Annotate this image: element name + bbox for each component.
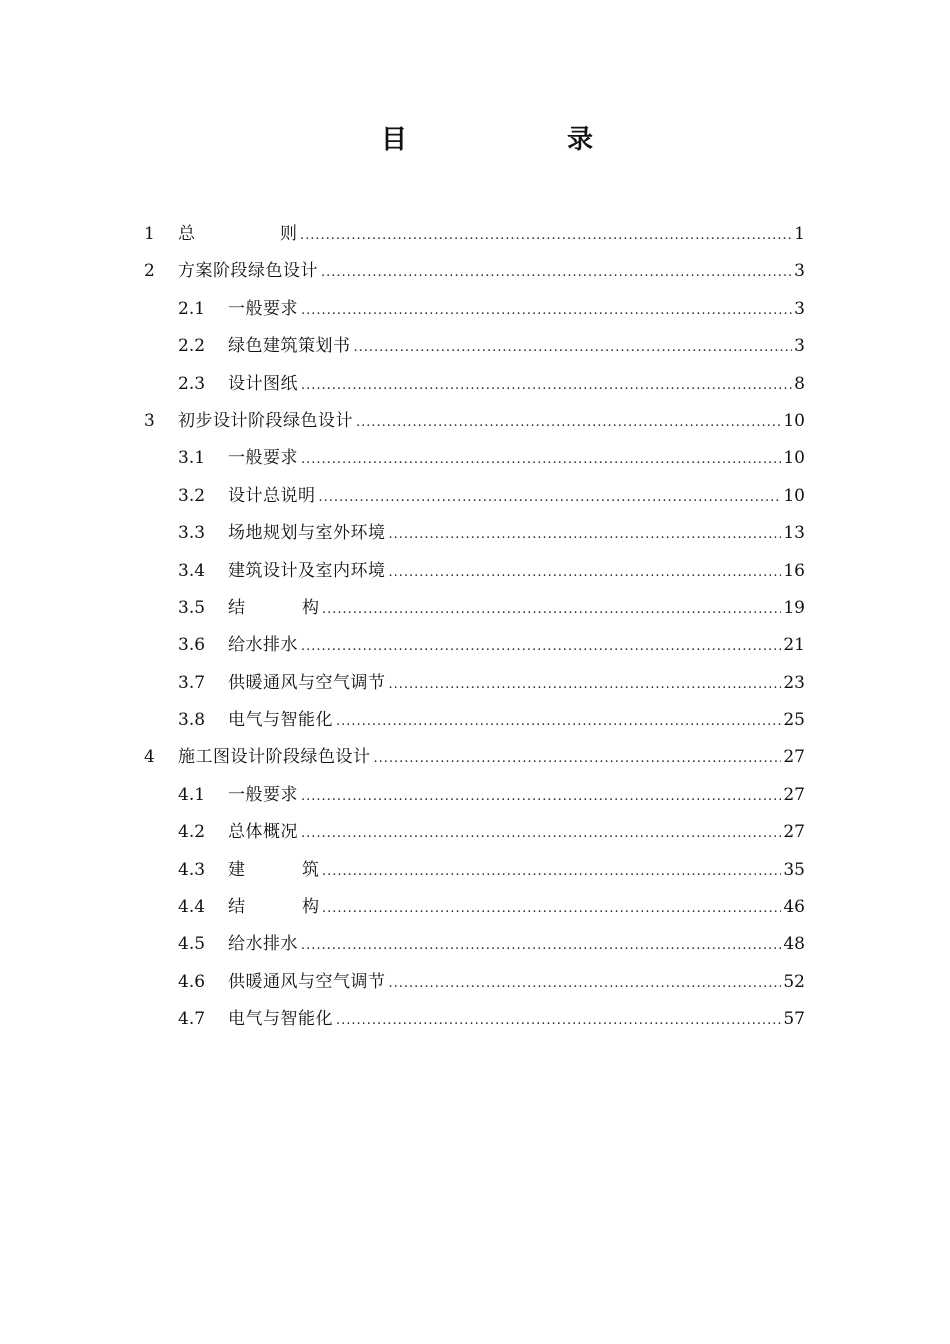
- toc-entry-line: [178, 739, 805, 777]
- toc-entry-page-number: 27: [783, 784, 805, 805]
- toc-entry-page-number: 35: [783, 859, 805, 880]
- toc-entry-page-number: 10: [783, 448, 805, 469]
- toc-entry-line: [228, 478, 805, 516]
- toc-entry-number: 2: [144, 261, 155, 282]
- toc-entry-label: 给水排水: [228, 934, 298, 955]
- toc-dot-leader: [356, 404, 781, 441]
- toc-entry-label: 初步设计阶段绿色设计: [178, 410, 353, 431]
- toc-entry-line: [228, 627, 805, 665]
- toc-dot-leader: [301, 441, 781, 478]
- toc-entry[interactable]: [0, 926, 950, 963]
- toc-entry-line: [228, 702, 805, 740]
- toc-entry-number: 3.5: [178, 597, 206, 618]
- toc-entry-number: 3.4: [178, 560, 206, 581]
- toc-entry-line: [228, 1001, 805, 1039]
- toc-dot-leader: [322, 591, 781, 628]
- toc-entry-page-number: 52: [783, 971, 805, 992]
- toc-entry[interactable]: [0, 553, 950, 590]
- toc-entry-label: 方案阶段绿色设计: [178, 261, 318, 282]
- toc-entry[interactable]: [0, 627, 950, 664]
- toc-entry-number: 3.1: [178, 448, 206, 469]
- toc-entry-number: 4.2: [178, 822, 206, 843]
- toc-entry-number: 2.3: [178, 373, 206, 394]
- toc-entry[interactable]: [0, 777, 950, 814]
- toc-entry-line: [228, 777, 805, 815]
- toc-entry[interactable]: [0, 665, 950, 702]
- toc-entry[interactable]: [0, 964, 950, 1001]
- toc-entry-label: 场地规划与室外环境: [228, 523, 386, 544]
- toc-entry[interactable]: [0, 889, 950, 926]
- toc-entry-line: [228, 852, 805, 890]
- toc-entry-line: [228, 328, 805, 366]
- toc-entry[interactable]: [0, 216, 950, 253]
- toc-entry-label: 建筑设计及室内环境: [228, 560, 386, 581]
- toc-dot-leader: [336, 1002, 781, 1039]
- toc-entry-label: 施工图设计阶段绿色设计: [178, 747, 371, 768]
- toc-entry-label: 供暖通风与空气调节: [228, 672, 386, 693]
- toc-entry-page-number: 3: [794, 298, 805, 319]
- toc-entry-label: 结 构: [228, 597, 339, 618]
- toc-entry-number: 4.7: [178, 1009, 206, 1030]
- toc-entry-number: 3.7: [178, 672, 206, 693]
- toc-entry-number: 3.3: [178, 523, 206, 544]
- toc-entry-line: [178, 216, 805, 254]
- toc-entry-line: [228, 665, 805, 703]
- toc-title: 目 录: [380, 125, 629, 155]
- toc-entry[interactable]: [0, 739, 950, 776]
- toc-entry-line: [228, 440, 805, 478]
- toc-entry-page-number: 10: [783, 410, 805, 431]
- toc-entry[interactable]: [0, 253, 950, 290]
- toc-entry-number: 4.6: [178, 971, 206, 992]
- toc-entry-line: [228, 814, 805, 852]
- toc-dot-leader: [389, 554, 782, 591]
- toc-entry-page-number: 3: [794, 261, 805, 282]
- toc-entry-label: 电气与智能化: [228, 1009, 333, 1030]
- toc-dot-leader: [389, 666, 782, 703]
- toc-entry-page-number: 46: [783, 897, 805, 918]
- toc-dot-leader: [322, 890, 781, 927]
- toc-entry-page-number: 10: [783, 485, 805, 506]
- toc-entry-number: 4.4: [178, 897, 206, 918]
- toc-entry-line: [178, 253, 805, 291]
- toc-entry-line: [178, 403, 805, 441]
- toc-entry-label: 一般要求: [228, 784, 298, 805]
- toc-entry-page-number: 3: [794, 336, 805, 357]
- toc-entry-number: 4: [144, 747, 155, 768]
- toc-entry-line: [228, 926, 805, 964]
- toc-dot-leader: [301, 367, 792, 404]
- toc-entry-line: [228, 590, 805, 628]
- toc-entry[interactable]: [0, 702, 950, 739]
- toc-entry-number: 1: [144, 224, 155, 244]
- toc-entry-label: 总体概况: [228, 822, 298, 843]
- toc-entry-label: 一般要求: [228, 298, 298, 319]
- toc-entry-number: 4.5: [178, 934, 206, 955]
- toc-entry-label: 供暖通风与空气调节: [228, 971, 386, 992]
- toc-entry[interactable]: [0, 328, 950, 365]
- toc-entry-page-number: 48: [783, 934, 805, 955]
- toc-entry-line: [228, 515, 805, 553]
- toc-entry-page-number: 19: [783, 597, 805, 618]
- toc-entry-number: 4.3: [178, 859, 206, 880]
- table-of-contents: [0, 216, 950, 1039]
- toc-dot-leader: [300, 217, 792, 254]
- toc-dot-leader: [374, 740, 782, 777]
- toc-entry[interactable]: [0, 814, 950, 851]
- toc-entry-line: [228, 291, 805, 329]
- toc-entry-number: 2.1: [178, 298, 206, 319]
- toc-dot-leader: [322, 853, 781, 890]
- toc-entry-label: 建 筑: [228, 859, 339, 880]
- toc-entry-line: [228, 889, 805, 927]
- toc-dot-leader: [319, 479, 782, 516]
- toc-entry-page-number: 1: [794, 224, 805, 244]
- toc-entry-number: 3: [144, 410, 155, 431]
- toc-dot-leader: [321, 254, 792, 291]
- toc-entry[interactable]: [0, 852, 950, 889]
- toc-entry-number: 3.8: [178, 710, 206, 731]
- toc-entry-page-number: 23: [783, 672, 805, 693]
- toc-dot-leader: [301, 292, 792, 329]
- toc-dot-leader: [389, 965, 782, 1002]
- toc-entry-number: 2.2: [178, 336, 206, 357]
- toc-entry[interactable]: [0, 366, 950, 403]
- toc-entry-page-number: 27: [783, 822, 805, 843]
- toc-entry[interactable]: [0, 1001, 950, 1038]
- toc-entry-label: 给水排水: [228, 635, 298, 656]
- toc-entry-page-number: 13: [783, 523, 805, 544]
- toc-entry-number: 3.2: [178, 485, 206, 506]
- toc-entry-label: 设计图纸: [228, 373, 298, 394]
- toc-entry-line: [228, 366, 805, 404]
- toc-entry[interactable]: [0, 515, 950, 552]
- toc-entry-number: 3.6: [178, 635, 206, 656]
- toc-dot-leader: [301, 927, 781, 964]
- toc-entry[interactable]: [0, 590, 950, 627]
- toc-entry-line: [228, 553, 805, 591]
- toc-dot-leader: [301, 815, 781, 852]
- toc-entry-label: 设计总说明: [228, 485, 316, 506]
- toc-entry[interactable]: [0, 478, 950, 515]
- toc-entry-label: 一般要求: [228, 448, 298, 469]
- toc-entry[interactable]: [0, 440, 950, 477]
- toc-entry-label: 结 构: [228, 897, 339, 918]
- toc-dot-leader: [301, 628, 781, 665]
- toc-entry-page-number: 21: [783, 635, 805, 656]
- toc-entry-label: 总 则: [178, 224, 331, 244]
- toc-entry-label: 绿色建筑策划书: [228, 336, 351, 357]
- toc-entry[interactable]: [0, 403, 950, 440]
- toc-entry-number: 4.1: [178, 784, 206, 805]
- toc-entry-line: [228, 964, 805, 1002]
- toc-entry-page-number: 8: [794, 373, 805, 394]
- toc-entry-page-number: 25: [783, 710, 805, 731]
- toc-entry-page-number: 57: [783, 1009, 805, 1030]
- toc-entry-page-number: 16: [783, 560, 805, 581]
- toc-entry[interactable]: [0, 291, 950, 328]
- toc-dot-leader: [389, 516, 782, 553]
- toc-entry-page-number: 27: [783, 747, 805, 768]
- toc-dot-leader: [301, 778, 781, 815]
- toc-dot-leader: [354, 329, 793, 366]
- toc-dot-leader: [336, 703, 781, 740]
- toc-entry-label: 电气与智能化: [228, 710, 333, 731]
